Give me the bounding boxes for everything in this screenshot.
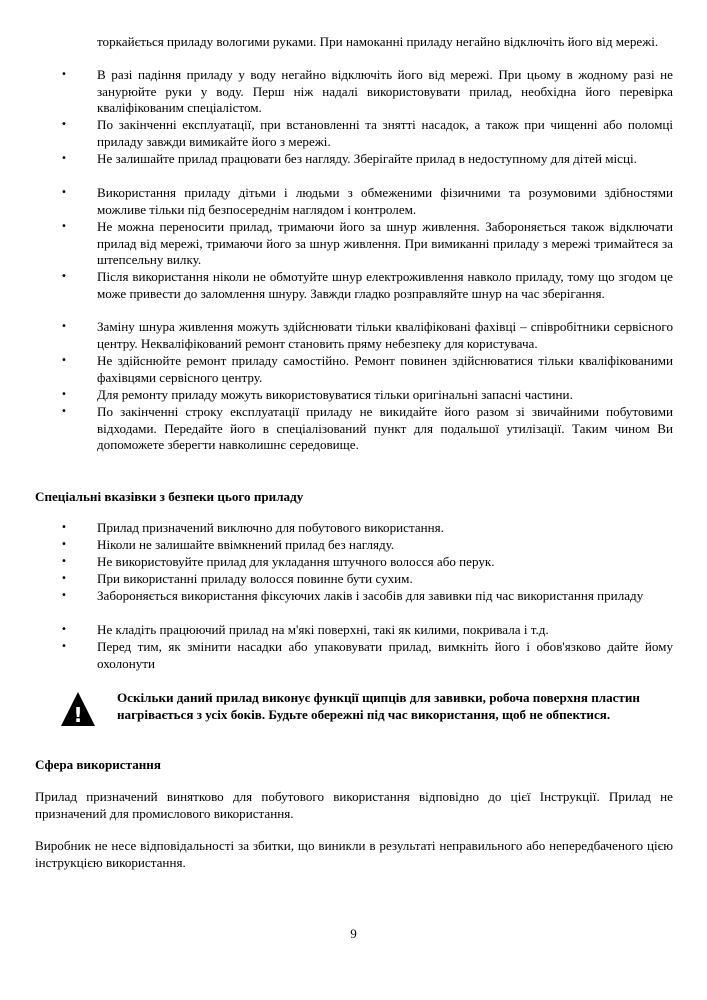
continuation-text: торкайється приладу вологими руками. При намоканні приладу негайно відключіть його від мережі. — [97, 34, 659, 49]
list-item: • При використанні приладу волосся повинне бути сухим. — [61, 571, 413, 586]
bullet-icon: • — [61, 590, 67, 601]
special-safety-heading: Спеціальні вказівки з безпеки цього приладу — [35, 489, 304, 504]
scope-heading: Сфера використання — [35, 757, 161, 772]
list-item: • Прилад призначений виключно для побутового використання. — [61, 520, 444, 535]
bullet-icon: • — [61, 355, 67, 366]
bullet-icon: • — [61, 271, 67, 282]
bullet-icon: • — [61, 641, 67, 652]
bullet-icon: • — [61, 153, 67, 164]
list-item: • Ніколи не залишайте ввімкнений прилад без нагляду. — [61, 537, 395, 552]
list-item: • Не залишайте прилад працювати без нагляду. Зберігайте прилад в недоступному для дітей місці. — [61, 151, 637, 166]
list-item: • Не можна переносити прилад, тримаючи його за шнур живлення. Забороняється також відключати прилад від мережі, тримаючи його за шнур живлення. При вимиканні приладу з мережі тримайтеся за штепсельну вилку. — [61, 219, 673, 268]
list-item: • В разі падіння приладу у воду негайно відключіть його від мережі. При цьому в жодному разі не занурюйте руки у воду. Перш ніж надалі використовувати прилад, необхідна його перевірка кваліфікованим спеціалістом. — [61, 67, 673, 116]
list-item: • Після використання ніколи не обмотуйте шнур електроживлення навколо приладу, тому що згодом це може привести до заломлення шнуру. Завжди гладко розправляйте шнур на час зберігання. — [61, 269, 673, 301]
special-safety-list — [60, 520, 673, 673]
bullet-icon: • — [61, 69, 67, 80]
list-item: • По закінченні експлуатації, при встановленні та знятті насадок, а також при чищенні або поломці приладу завжди вимикайте його з мережі. — [61, 117, 673, 149]
bullet-icon: • — [61, 187, 67, 198]
bullet-icon: • — [61, 556, 67, 567]
warning-block — [60, 689, 673, 741]
scope-paragraph: Виробник не несе відповідальності за збитки, що виникли в результаті неправильного або непередбаченого цією інструкцією використання. — [35, 838, 673, 870]
page-number: 9 — [350, 926, 357, 941]
scope-paragraph: Прилад призначений винятково для побутового використання відповідно до цієї Інструкції. Прилад не призначений для промислового використання. — [35, 789, 673, 821]
bullet-icon: • — [61, 119, 67, 130]
bullet-icon: • — [61, 389, 67, 400]
bullet-icon: • — [61, 539, 67, 550]
list-item: • Не використовуйте прилад для укладання штучного волосся або перук. — [61, 554, 495, 569]
bullet-icon: • — [61, 406, 67, 417]
list-item: • Забороняється використання фіксуючих лаків і засобів для завивки під час використання приладу — [61, 588, 644, 603]
bullet-icon: • — [61, 522, 67, 533]
list-item: • Перед тим, як змінити насадки або упаковувати прилад, вимкніть його і обов'язково дайте йому охолонути — [61, 639, 673, 671]
list-item: • Для ремонту приладу можуть використовуватися тільки оригінальні запасні частини. — [61, 387, 573, 402]
bullet-icon: • — [61, 321, 67, 332]
bullet-icon: • — [61, 221, 67, 232]
list-item: • Не кладіть працюючий прилад на м'які поверхні, такі як килими, покривала і т.д. — [61, 622, 549, 637]
svg-text:!: ! — [73, 703, 83, 727]
bullet-icon: • — [61, 573, 67, 584]
bullet-icon: • — [61, 624, 67, 635]
list-item: • Не здійснюйте ремонт приладу самостійно. Ремонт повинен здійснюватися тільки кваліфікованими фахівцями сервісного центру. — [61, 353, 673, 385]
list-item: • Використання приладу дітьми і людьми з обмеженими фізичними та розумовими здібностями можливе тільки під безпосереднім наглядом і контролем. — [61, 185, 673, 217]
list-item: • Заміну шнура живлення можуть здійснювати тільки кваліфіковані фахівці – співробітники сервісного центру. Некваліфікований ремонт становить пряму небезпеку для користувача. — [61, 319, 673, 351]
warning-text: Оскільки даний прилад виконує функції щипців для завивки, робоча поверхня пластин нагрівається з усіх боків. Будьте обережні під час використання, щоб не обпектися. — [117, 690, 640, 722]
safety-list — [60, 67, 673, 454]
warning-triangle-icon — [60, 691, 96, 727]
list-item: • По закінченні строку експлуатації приладу не викидайте його разом зі звичайними побутовими відходами. Передайте його в спеціалізований пункт для подальшої утилізації. Таким чином Ви допоможете зберегти навколишнє середовище. — [61, 404, 673, 453]
